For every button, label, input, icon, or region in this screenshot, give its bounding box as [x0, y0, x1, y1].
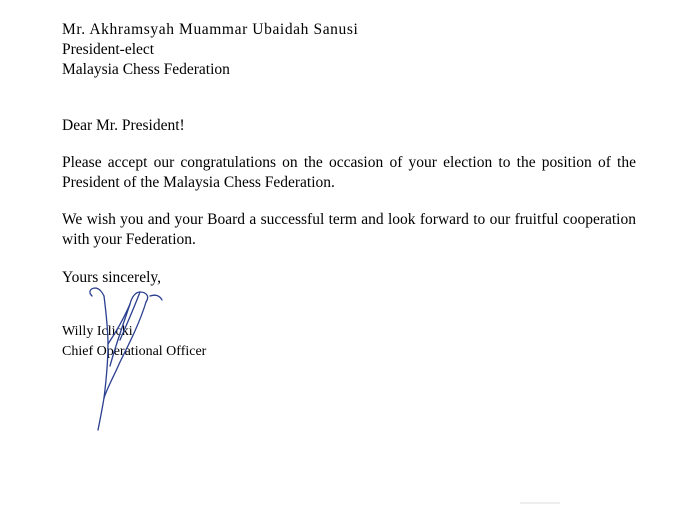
salutation: Dear Mr. President!	[62, 117, 185, 134]
paragraph-congratulations: Please accept our congratulations on the occasion of your election to the position of the President of the Malaysia Chess Federation.	[62, 154, 636, 191]
recipient-name: Mr. Akhramsyah Muammar Ubaidah Sanusi	[62, 21, 359, 38]
recipient-block	[62, 20, 358, 80]
recipient-organization: Malaysia Chess Federation	[62, 61, 230, 78]
signer-name: Willy Iclicki	[62, 324, 133, 339]
recipient-title: President-elect	[62, 41, 155, 58]
closing-phrase: Yours sincerely,	[62, 269, 162, 286]
cropped-header-text	[62, 0, 622, 6]
signer-title: Chief Operational Officer	[62, 344, 207, 359]
signer-block	[62, 322, 206, 362]
scan-artifact	[520, 502, 560, 504]
paragraph-wishes: We wish you and your Board a successful term and look forward to our fruitful cooperation with your Federation.	[62, 211, 636, 248]
